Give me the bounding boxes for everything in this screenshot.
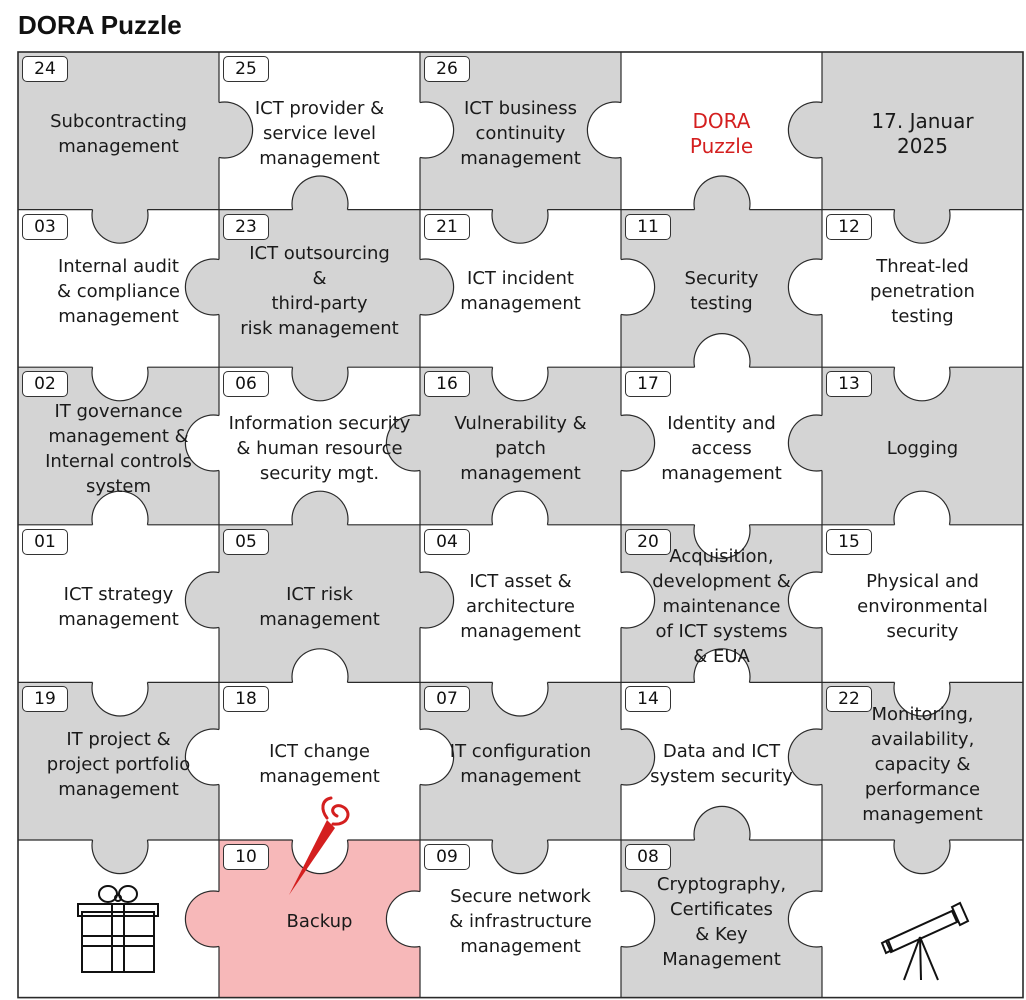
- piece-label: Identity and access management: [661, 413, 782, 485]
- piece-number-badge: 02: [22, 371, 68, 397]
- page-title: DORA Puzzle: [18, 10, 182, 40]
- piece-number-badge: 04: [424, 529, 470, 555]
- piece-number-badge: 10: [223, 844, 269, 870]
- piece-label: Data and ICT system security: [650, 741, 793, 788]
- piece-number-badge: 22: [826, 686, 872, 712]
- piece-label: ICT asset & architecture management: [460, 571, 581, 643]
- piece-number-badge: 26: [424, 56, 470, 82]
- piece-number-badge: 24: [22, 56, 68, 82]
- piece-number-badge: 14: [625, 686, 671, 712]
- piece-number-badge: 01: [22, 529, 68, 555]
- piece-label: ICT provider & service level management: [254, 98, 385, 170]
- piece-label: ICT change management: [259, 741, 380, 788]
- piece-label: Threat-led penetration testing: [870, 255, 975, 327]
- piece-label: Physical and environmental security: [857, 571, 988, 643]
- piece-label: Information security & human resource security mgt.: [228, 413, 411, 485]
- puzzle-piece: [822, 52, 1023, 210]
- piece-number-badge: 18: [223, 686, 269, 712]
- piece-label: Monitoring, availability, capacity & performance management: [862, 703, 983, 825]
- piece-label: DORA Puzzle: [689, 108, 754, 158]
- piece-label: Security testing: [684, 268, 759, 315]
- piece-label: IT governance management & Internal controls system: [45, 400, 192, 497]
- piece-label: Logging: [886, 438, 959, 460]
- piece-number-badge: 23: [223, 214, 269, 240]
- piece-number-badge: 09: [424, 844, 470, 870]
- piece-number-badge: 21: [424, 214, 470, 240]
- piece-label: ICT outsourcing & third-party risk management: [240, 243, 399, 340]
- piece-label: ICT incident management: [460, 268, 581, 315]
- piece-number-badge: 03: [22, 214, 68, 240]
- piece-number-badge: 19: [22, 686, 68, 712]
- piece-label: Vulnerability & patch management: [454, 413, 587, 485]
- piece-number-badge: 06: [223, 371, 269, 397]
- piece-number-badge: 07: [424, 686, 470, 712]
- piece-label: ICT strategy management: [58, 583, 179, 630]
- piece-label: Backup: [286, 911, 353, 933]
- piece-number-badge: 13: [826, 371, 872, 397]
- piece-label: Cryptography, Certificates & Key Management: [656, 873, 787, 970]
- piece-number-badge: 16: [424, 371, 470, 397]
- piece-label: IT project & project portfolio management: [46, 728, 191, 800]
- piece-number-badge: 25: [223, 56, 269, 82]
- piece-number-badge: 08: [625, 844, 671, 870]
- piece-label: Secure network & infrastructure management: [449, 886, 592, 958]
- piece-label: Internal audit & compliance management: [56, 255, 181, 327]
- piece-label: 17. Januar 2025: [871, 108, 974, 158]
- piece-number-badge: 15: [826, 529, 872, 555]
- piece-number-badge: 11: [625, 214, 671, 240]
- piece-number-badge: 12: [826, 214, 872, 240]
- piece-number-badge: 20: [625, 529, 671, 555]
- piece-number-badge: 05: [223, 529, 269, 555]
- piece-label: Acquisition, development & maintenance of ICT systems & EUA: [652, 546, 791, 668]
- piece-label: Subcontracting management: [50, 110, 187, 157]
- piece-label: ICT risk management: [259, 583, 380, 630]
- piece-number-badge: 17: [625, 371, 671, 397]
- piece-label: ICT business continuity management: [460, 98, 581, 170]
- piece-label: IT configuration management: [449, 741, 592, 788]
